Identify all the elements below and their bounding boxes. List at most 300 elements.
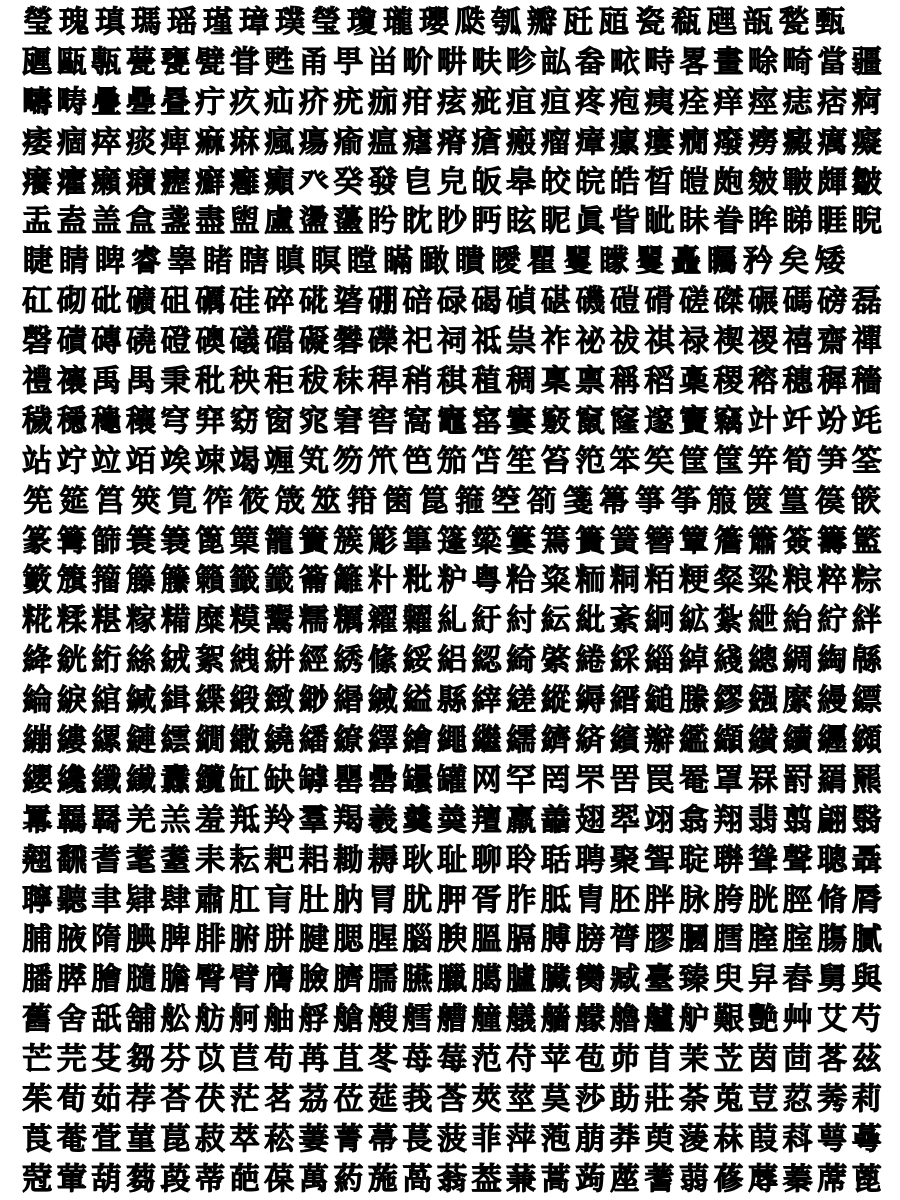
kanji-character: 羯 <box>333 802 364 838</box>
kanji-character: 腟 <box>782 922 813 958</box>
kanji-character: 睚 <box>817 204 848 240</box>
kanji-character: 眞 <box>575 204 606 240</box>
kanji-character: 縉 <box>609 683 640 719</box>
kanji-character: 簷 <box>713 523 744 559</box>
kanji-character: 粱 <box>748 563 779 599</box>
kanji-character: 糒 <box>160 603 191 639</box>
kanji-character: 糶 <box>402 603 433 639</box>
kanji-character: 痊 <box>678 84 709 120</box>
kanji-character: 繝 <box>195 722 226 758</box>
kanji-character: 紲 <box>748 603 779 639</box>
kanji-character: 祕 <box>575 324 606 360</box>
kanji-character: 秣 <box>333 363 364 399</box>
kanji-character: 萍 <box>506 1121 537 1157</box>
kanji-character: 癲 <box>264 164 295 200</box>
kanji-character: 縣 <box>437 683 468 719</box>
kanji-character: 總 <box>748 643 779 679</box>
kanji-character: 磔 <box>713 284 744 320</box>
kanji-character: 膽 <box>160 962 191 998</box>
kanji-character: 筝 <box>671 483 701 519</box>
kanji-character: 矇 <box>599 244 629 280</box>
kanji-character: 莨 <box>22 1121 53 1157</box>
kanji-character: 筵 <box>59 483 89 519</box>
kanji-character: 粃 <box>402 563 433 599</box>
kanji-character: 膵 <box>56 962 87 998</box>
kanji-character: 癪 <box>125 164 156 200</box>
kanji-character: 粽 <box>851 563 882 599</box>
kanji-character: 縷 <box>56 722 87 758</box>
kanji-character: 稠 <box>506 363 537 399</box>
kanji-character: 竢 <box>160 443 191 479</box>
kanji-character: 羞 <box>195 802 226 838</box>
kanji-character: 稙 <box>471 363 502 399</box>
kanji-character: 矍 <box>635 244 665 280</box>
kanji-character: 疣 <box>333 84 364 120</box>
kanji-character: 肄 <box>125 882 156 918</box>
kanji-character: 辮 <box>644 722 675 758</box>
kanji-character: 罩 <box>713 762 744 798</box>
kanji-character: 竈 <box>437 403 468 439</box>
kanji-character: 蓊 <box>437 1161 468 1197</box>
kanji-character: 脉 <box>678 882 709 918</box>
kanji-character: 箚 <box>527 483 557 519</box>
kanji-character: 芍 <box>851 1002 882 1038</box>
kanji-character: 畉 <box>471 44 502 80</box>
kanji-character: 萪 <box>782 1121 813 1157</box>
kanji-character: 竏 <box>782 403 813 439</box>
kanji-character: 甦 <box>264 44 295 80</box>
kanji-character: 瓏 <box>383 4 413 40</box>
kanji-character: 莎 <box>575 1081 606 1117</box>
character-row <box>20 442 884 482</box>
kanji-character: 瘧 <box>402 124 433 160</box>
kanji-character: 甍 <box>125 44 156 80</box>
kanji-character: 纖 <box>91 762 122 798</box>
kanji-character: 飜 <box>56 842 87 878</box>
kanji-character: 聚 <box>609 842 640 878</box>
kanji-character: 疊 <box>91 84 122 120</box>
kanji-character: 荼 <box>678 1081 709 1117</box>
kanji-character: 蓚 <box>713 1161 744 1197</box>
kanji-character: 范 <box>471 1042 502 1078</box>
kanji-character: 糘 <box>125 603 156 639</box>
kanji-character: 稱 <box>609 363 640 399</box>
kanji-character: 罎 <box>402 762 433 798</box>
kanji-character: 稾 <box>678 363 709 399</box>
kanji-character: 瞞 <box>383 244 413 280</box>
kanji-character: 菻 <box>713 1121 744 1157</box>
kanji-character: 膠 <box>644 922 675 958</box>
kanji-character: 禹 <box>91 363 122 399</box>
kanji-character: 磆 <box>644 284 675 320</box>
kanji-character: 芻 <box>125 1042 156 1078</box>
kanji-character: 緡 <box>333 683 364 719</box>
kanji-character: 肛 <box>229 882 260 918</box>
kanji-character: 砠 <box>160 284 191 320</box>
kanji-character: 竓 <box>851 403 882 439</box>
kanji-character: 縹 <box>851 683 882 719</box>
kanji-character: 粨 <box>644 563 675 599</box>
kanji-character: 翹 <box>22 842 53 878</box>
kanji-character: 葹 <box>367 1161 398 1197</box>
kanji-character: 莠 <box>817 1081 848 1117</box>
kanji-character: 糲 <box>333 603 364 639</box>
kanji-character: 舅 <box>817 962 848 998</box>
kanji-character: 膩 <box>851 922 882 958</box>
kanji-character: 菘 <box>264 1121 295 1157</box>
kanji-character: 紆 <box>471 603 502 639</box>
kanji-character: 臂 <box>229 962 260 998</box>
kanji-character: 緜 <box>851 643 882 679</box>
kanji-character: 羆 <box>851 762 882 798</box>
kanji-character: 聟 <box>644 842 675 878</box>
kanji-character: 綺 <box>506 643 537 679</box>
kanji-character: 筍 <box>782 443 813 479</box>
kanji-character: 皖 <box>575 164 606 200</box>
kanji-character: 疝 <box>264 84 295 120</box>
kanji-character: 磅 <box>817 284 848 320</box>
kanji-character: 篝 <box>56 523 87 559</box>
kanji-character: 茘 <box>298 1081 329 1117</box>
kanji-character: 簣 <box>575 523 606 559</box>
kanji-character: 莊 <box>644 1081 675 1117</box>
kanji-character: 綟 <box>56 683 87 719</box>
kanji-character: 癰 <box>229 164 260 200</box>
kanji-character: 耜 <box>298 842 329 878</box>
character-row <box>20 841 884 881</box>
kanji-character: 紵 <box>817 603 848 639</box>
kanji-character: 緕 <box>575 722 606 758</box>
kanji-character: 繼 <box>471 722 502 758</box>
kanji-character: 糴 <box>367 603 398 639</box>
kanji-character: 膤 <box>713 922 744 958</box>
kanji-character: 箘 <box>383 483 413 519</box>
kanji-character: 疂 <box>160 84 191 120</box>
kanji-character: 畧 <box>678 44 709 80</box>
kanji-character: 笘 <box>471 443 502 479</box>
kanji-character: 痙 <box>748 84 779 120</box>
kanji-character: 聒 <box>540 842 571 878</box>
kanji-character: 萵 <box>402 1161 433 1197</box>
kanji-character: 繞 <box>264 722 295 758</box>
character-row <box>20 163 884 203</box>
kanji-character: 晳 <box>644 164 675 200</box>
kanji-character: 疇 <box>22 84 53 120</box>
kanji-character: 荅 <box>160 1081 191 1117</box>
kanji-character: 疳 <box>402 84 433 120</box>
kanji-character: 簽 <box>782 523 813 559</box>
kanji-character: 膃 <box>471 922 502 958</box>
kanji-character: 膾 <box>91 962 122 998</box>
kanji-character: 笳 <box>437 443 468 479</box>
kanji-character: 纎 <box>125 762 156 798</box>
kanji-character: 繪 <box>402 722 433 758</box>
kanji-character: 粢 <box>540 563 571 599</box>
kanji-character: 竊 <box>713 403 744 439</box>
kanji-character: 莖 <box>506 1081 537 1117</box>
kanji-character: 蒻 <box>678 1161 709 1197</box>
kanji-character: 舊 <box>22 1002 53 1038</box>
kanji-character: 癩 <box>91 164 122 200</box>
kanji-character: 笏 <box>333 443 364 479</box>
kanji-character: 皃 <box>437 164 468 200</box>
kanji-character: 痒 <box>713 84 744 120</box>
kanji-character: 聊 <box>471 842 502 878</box>
kanji-character: 緤 <box>195 683 226 719</box>
kanji-character: 瓸 <box>599 4 629 40</box>
kanji-character: 糺 <box>437 603 468 639</box>
kanji-character: 莪 <box>402 1081 433 1117</box>
kanji-character: 甅 <box>22 44 53 80</box>
character-row <box>20 202 884 242</box>
kanji-character: 篩 <box>91 523 122 559</box>
kanji-character: 盪 <box>298 204 329 240</box>
character-row <box>20 561 884 601</box>
character-row <box>20 681 884 721</box>
kanji-character: 癜 <box>782 124 813 160</box>
kanji-character: 瓼 <box>707 4 737 40</box>
kanji-character: 艾 <box>817 1002 848 1038</box>
kanji-character: 菷 <box>367 1121 398 1157</box>
kanji-character: 瘁 <box>91 124 122 160</box>
kanji-character: 翆 <box>609 802 640 838</box>
kanji-character: 瘠 <box>437 124 468 160</box>
kanji-character: 隋 <box>91 922 122 958</box>
kanji-character: 絳 <box>22 643 53 679</box>
kanji-character: 篌 <box>815 483 845 519</box>
kanji-character: 紜 <box>540 603 571 639</box>
kanji-character: 綰 <box>91 683 122 719</box>
kanji-character: 繚 <box>333 722 364 758</box>
kanji-character: 瓊 <box>347 4 377 40</box>
kanji-character: 綵 <box>609 643 640 679</box>
kanji-character: 苡 <box>195 1042 226 1078</box>
character-row <box>20 242 884 282</box>
kanji-character: 萠 <box>575 1121 606 1157</box>
kanji-character: 舳 <box>264 1002 295 1038</box>
kanji-character: 經 <box>298 643 329 679</box>
kanji-character: 簓 <box>367 523 398 559</box>
kanji-character: 璞 <box>275 4 305 40</box>
kanji-character: 祚 <box>540 324 571 360</box>
kanji-character: 苺 <box>402 1042 433 1078</box>
kanji-character: 粤 <box>471 563 502 599</box>
kanji-character: 艘 <box>367 1002 398 1038</box>
kanji-character: 耒 <box>195 842 226 878</box>
kanji-character: 盧 <box>264 204 295 240</box>
kanji-character: 盖 <box>91 204 122 240</box>
kanji-character: 絋 <box>678 603 709 639</box>
kanji-character: 糯 <box>298 603 329 639</box>
kanji-character: 篆 <box>22 523 53 559</box>
kanji-character: 腮 <box>333 922 364 958</box>
kanji-character: 羂 <box>817 762 848 798</box>
kanji-character: 篦 <box>195 523 226 559</box>
kanji-character: 篋 <box>743 483 773 519</box>
kanji-character: 萼 <box>817 1121 848 1157</box>
kanji-character: 穗 <box>782 363 813 399</box>
kanji-character: 磴 <box>160 324 191 360</box>
kanji-character: 眤 <box>540 204 571 240</box>
kanji-character: 纛 <box>160 762 191 798</box>
kanji-character: 紕 <box>575 603 606 639</box>
kanji-character: 畸 <box>782 44 813 80</box>
kanji-character: 甌 <box>56 44 87 80</box>
kanji-character: 疆 <box>851 44 882 80</box>
kanji-character: 莓 <box>437 1042 468 1078</box>
kanji-character: 磧 <box>56 324 87 360</box>
kanji-character: 疚 <box>229 84 260 120</box>
kanji-character: 竕 <box>817 403 848 439</box>
kanji-character: 祠 <box>437 324 468 360</box>
kanji-character: 笨 <box>609 443 640 479</box>
kanji-character: 苟 <box>264 1042 295 1078</box>
kanji-character: 筰 <box>203 483 233 519</box>
kanji-character: 艢 <box>540 1002 571 1038</box>
kanji-character: 肬 <box>402 882 433 918</box>
kanji-character: 矚 <box>707 244 737 280</box>
kanji-character: 瞋 <box>275 244 305 280</box>
kanji-character: 磑 <box>609 284 640 320</box>
kanji-character: 罌 <box>333 762 364 798</box>
kanji-character: 礪 <box>195 284 226 320</box>
kanji-character: 苒 <box>298 1042 329 1078</box>
kanji-character: 縡 <box>471 683 502 719</box>
kanji-character: 癈 <box>713 124 744 160</box>
kanji-character: 畤 <box>644 44 675 80</box>
kanji-character: 聰 <box>817 842 848 878</box>
character-row <box>20 402 884 442</box>
kanji-character: 縟 <box>575 683 606 719</box>
kanji-character: 續 <box>782 722 813 758</box>
kanji-character: 痼 <box>56 124 87 160</box>
kanji-character: 穡 <box>851 363 882 399</box>
kanji-character: 簇 <box>333 523 364 559</box>
kanji-character: 蒿 <box>540 1161 571 1197</box>
kanji-character: 羶 <box>471 802 502 838</box>
kanji-character: 綣 <box>575 643 606 679</box>
kanji-character: 禧 <box>782 324 813 360</box>
kanji-character: 蒟 <box>575 1161 606 1197</box>
kanji-character: 禄 <box>678 324 709 360</box>
kanji-character: 蘯 <box>333 204 364 240</box>
kanji-character: 菽 <box>195 1121 226 1157</box>
kanji-character: 葮 <box>160 1161 191 1197</box>
kanji-character: 磊 <box>851 284 882 320</box>
kanji-character: 綢 <box>782 643 813 679</box>
kanji-character: 紿 <box>782 603 813 639</box>
kanji-character: 葆 <box>264 1161 295 1197</box>
kanji-character: 縻 <box>782 683 813 719</box>
kanji-character: 菲 <box>471 1121 502 1157</box>
kanji-character: 硼 <box>367 284 398 320</box>
kanji-character: 糂 <box>91 603 122 639</box>
kanji-character: 脩 <box>817 882 848 918</box>
kanji-character: 荐 <box>125 1081 156 1117</box>
kanji-character: 箒 <box>599 483 629 519</box>
kanji-character: 癘 <box>817 124 848 160</box>
character-row <box>20 801 884 841</box>
kanji-character: 絅 <box>644 603 675 639</box>
kanji-character: 瓩 <box>563 4 593 40</box>
kanji-character: 籵 <box>367 563 398 599</box>
kanji-character: 艤 <box>506 1002 537 1038</box>
kanji-character: 眩 <box>506 204 537 240</box>
kanji-character: 笂 <box>298 443 329 479</box>
kanji-character: 竍 <box>748 403 779 439</box>
kanji-character: 翊 <box>644 802 675 838</box>
kanji-character: 舁 <box>748 962 779 998</box>
kanji-character: 羃 <box>22 802 53 838</box>
kanji-character: 耨 <box>367 842 398 878</box>
kanji-character: 磽 <box>125 324 156 360</box>
kanji-character: 瓣 <box>527 4 557 40</box>
kanji-character: 盡 <box>195 204 226 240</box>
kanji-character: 茹 <box>91 1081 122 1117</box>
character-row <box>20 43 884 83</box>
kanji-character: 膀 <box>575 922 606 958</box>
kanji-character: 聿 <box>91 882 122 918</box>
character-row <box>20 1160 884 1200</box>
kanji-character: 繃 <box>22 722 53 758</box>
kanji-character: 窗 <box>264 403 295 439</box>
kanji-character: 臉 <box>298 962 329 998</box>
kanji-character: 矼 <box>22 284 53 320</box>
kanji-character: 繦 <box>748 683 779 719</box>
kanji-character: 痃 <box>437 84 468 120</box>
kanji-character: 磚 <box>91 324 122 360</box>
kanji-character: 苙 <box>713 1042 744 1078</box>
kanji-character: 竡 <box>125 443 156 479</box>
kanji-character: 皸 <box>782 164 813 200</box>
kanji-character: 瓿 <box>743 4 773 40</box>
kanji-character: 箟 <box>419 483 449 519</box>
kanji-character: 痳 <box>229 124 260 160</box>
kanji-character: 茯 <box>195 1081 226 1117</box>
kanji-character: 篥 <box>229 523 260 559</box>
kanji-character: 蒂 <box>195 1161 226 1197</box>
kanji-character: 痞 <box>817 84 848 120</box>
kanji-character: 芒 <box>22 1042 53 1078</box>
kanji-character: 綸 <box>22 683 53 719</box>
kanji-character: 痿 <box>22 124 53 160</box>
kanji-character: 罍 <box>367 762 398 798</box>
kanji-character: 眇 <box>437 204 468 240</box>
kanji-character: 艷 <box>748 1002 779 1038</box>
kanji-character: 穉 <box>817 363 848 399</box>
kanji-character: 礬 <box>333 324 364 360</box>
kanji-character: 舸 <box>229 1002 260 1038</box>
kanji-character: 簑 <box>125 523 156 559</box>
character-row <box>20 960 884 1000</box>
kanji-character: 簔 <box>160 523 191 559</box>
kanji-character: 稷 <box>713 363 744 399</box>
kanji-character: 葢 <box>471 1161 502 1197</box>
kanji-character: 萃 <box>229 1121 260 1157</box>
kanji-character: 竄 <box>575 403 606 439</box>
kanji-character: 碵 <box>506 284 537 320</box>
kanji-character: 皋 <box>506 164 537 200</box>
kanji-character: 萬 <box>298 1161 329 1197</box>
kanji-character: 罧 <box>748 762 779 798</box>
kanji-character: 篁 <box>779 483 809 519</box>
kanji-character: 籖 <box>264 563 295 599</box>
kanji-character: 睫 <box>23 244 53 280</box>
kanji-character: 瘤 <box>540 124 571 160</box>
kanji-character: 竭 <box>229 443 260 479</box>
kanji-character: 穽 <box>195 403 226 439</box>
kanji-character: 紮 <box>713 603 744 639</box>
